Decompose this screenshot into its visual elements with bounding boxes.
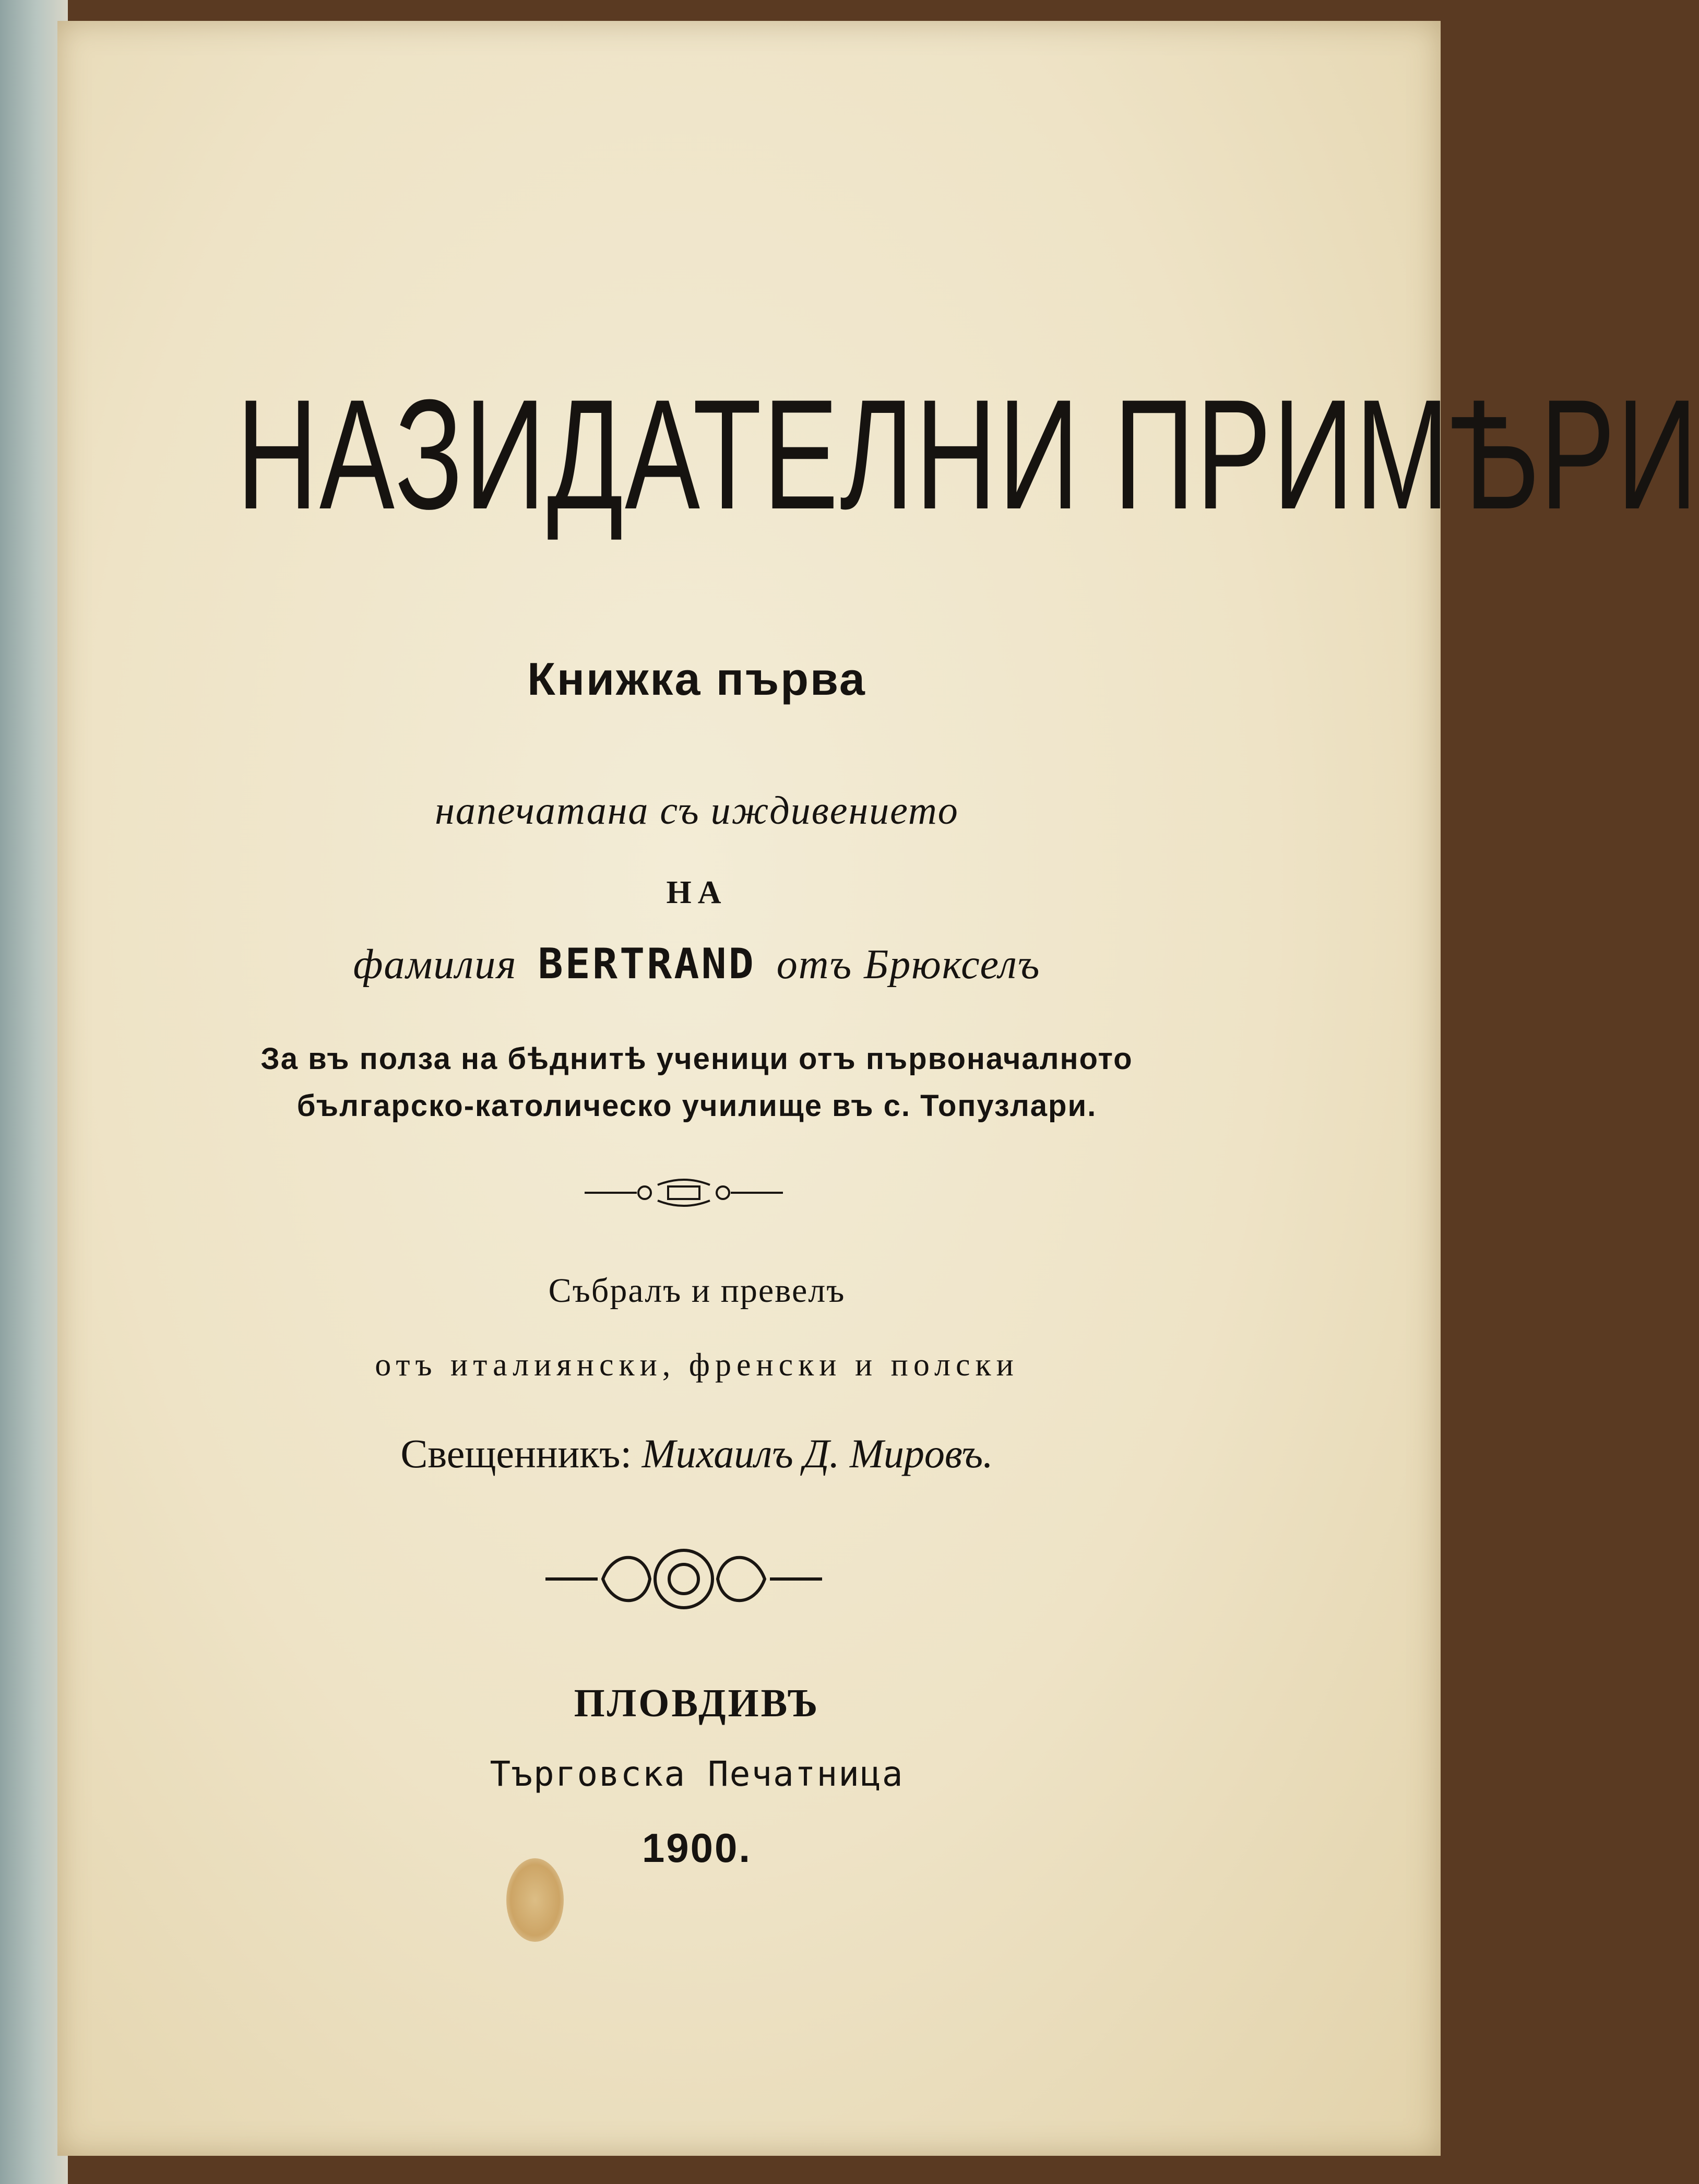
year-line: 1900. (641, 1825, 752, 1871)
small-ornament-icon (579, 1172, 788, 1214)
book-title: НАЗИДАТЕЛНИ ПРИМѢРИ (236, 366, 1699, 542)
title-page (57, 21, 1699, 2156)
languages-line: отъ италиянски, френски и полски (375, 1347, 1019, 1383)
paper-stain (506, 1858, 564, 1942)
collected-line: Събралъ и превелъ (548, 1272, 846, 1310)
family-line (57, 940, 1336, 989)
family-name: BERTRAND (538, 940, 756, 988)
family-suffix: отъ Брюкселъ (776, 942, 1041, 988)
priest-name: Михаилъ Д. Мировъ. (641, 1431, 993, 1476)
priest-line (57, 1430, 1336, 1477)
book-subtitle: Книжка първа (527, 653, 866, 705)
family-prefix: фамилия (353, 942, 517, 988)
purpose-line-2: българско-католическо училище въ с. Топузлари. (296, 1089, 1097, 1123)
city-line: ПЛОВДИВЪ (574, 1681, 820, 1725)
purpose-line-1: За въ полза на бѣднитѣ ученици отъ първоначалното (260, 1042, 1133, 1076)
large-ornament-icon (540, 1540, 827, 1618)
priest-label: Свещенникъ: (400, 1431, 632, 1476)
press-line: Търговска Печатница (490, 1754, 904, 1794)
printed-line: напечатана съ иждивението (435, 789, 959, 833)
na-line: НА (666, 875, 728, 910)
